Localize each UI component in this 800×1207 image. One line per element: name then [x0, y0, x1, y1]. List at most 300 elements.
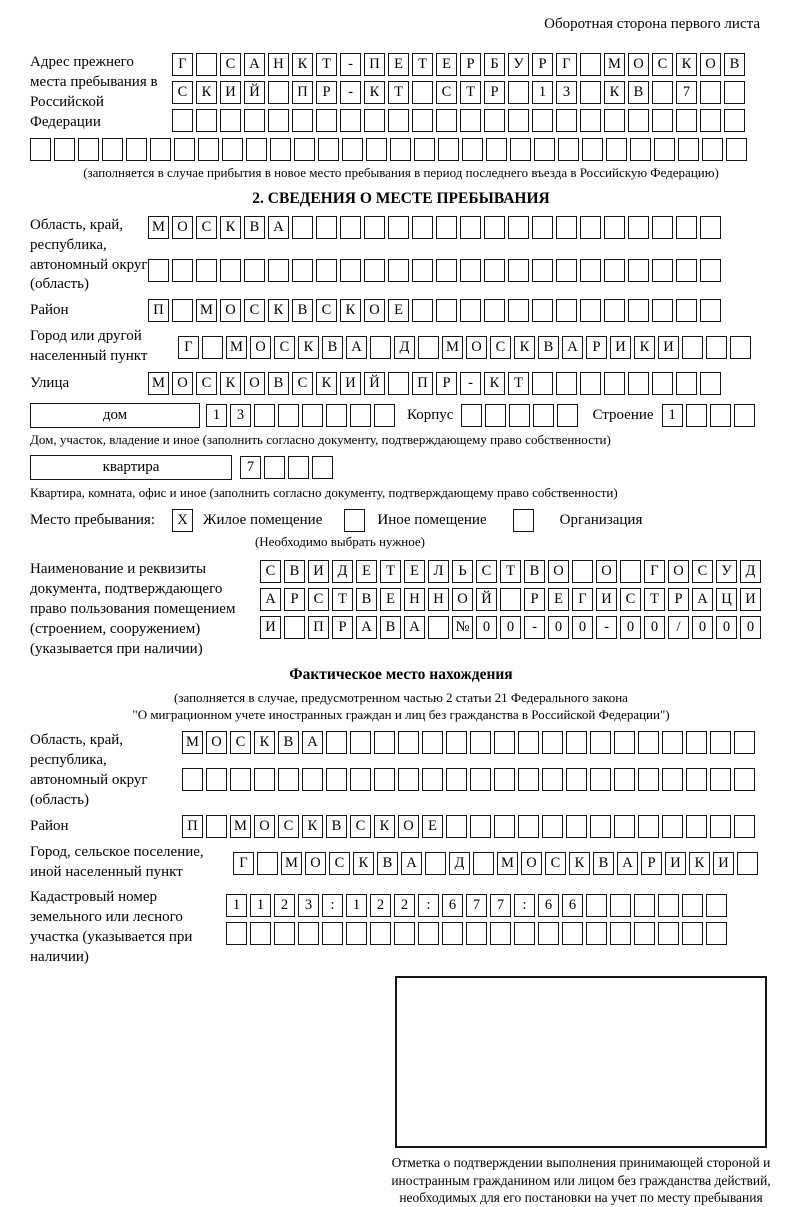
- char-cell[interactable]: [254, 768, 275, 791]
- char-cell[interactable]: [418, 336, 439, 359]
- char-cell[interactable]: [686, 815, 707, 838]
- char-cell[interactable]: [509, 404, 530, 427]
- char-cell[interactable]: [662, 768, 683, 791]
- char-cell[interactable]: [422, 731, 443, 754]
- char-cell[interactable]: А: [692, 588, 713, 611]
- char-cell[interactable]: [686, 404, 707, 427]
- char-cell[interactable]: С: [196, 372, 217, 395]
- char-cell[interactable]: [494, 815, 515, 838]
- char-cell[interactable]: [442, 922, 463, 945]
- char-cell[interactable]: [686, 731, 707, 754]
- char-cell[interactable]: 7: [676, 81, 697, 104]
- char-cell[interactable]: К: [220, 372, 241, 395]
- char-cell[interactable]: К: [302, 815, 323, 838]
- char-cell[interactable]: В: [538, 336, 559, 359]
- char-cell[interactable]: И: [340, 372, 361, 395]
- char-cell[interactable]: [658, 922, 679, 945]
- char-cell[interactable]: [604, 109, 625, 132]
- char-cell[interactable]: -: [340, 53, 361, 76]
- char-cell[interactable]: [580, 216, 601, 239]
- char-cell[interactable]: [274, 922, 295, 945]
- char-cell[interactable]: [628, 259, 649, 282]
- char-cell[interactable]: [374, 731, 395, 754]
- char-cell[interactable]: [652, 81, 673, 104]
- char-cell[interactable]: [556, 299, 577, 322]
- char-cell[interactable]: [425, 852, 446, 875]
- char-cell[interactable]: Е: [436, 53, 457, 76]
- checkbox-residential[interactable]: X: [172, 509, 193, 532]
- char-cell[interactable]: [590, 815, 611, 838]
- char-cell[interactable]: В: [284, 560, 305, 583]
- char-cell[interactable]: [533, 404, 554, 427]
- char-cell[interactable]: [398, 731, 419, 754]
- char-cell[interactable]: [634, 894, 655, 917]
- char-cell[interactable]: [340, 216, 361, 239]
- char-cell[interactable]: Е: [388, 53, 409, 76]
- char-cell[interactable]: [364, 109, 385, 132]
- char-cell[interactable]: [284, 616, 305, 639]
- char-cell[interactable]: [460, 109, 481, 132]
- char-cell[interactable]: [566, 815, 587, 838]
- char-cell[interactable]: С: [436, 81, 457, 104]
- char-cell[interactable]: [206, 815, 227, 838]
- char-cell[interactable]: [734, 731, 755, 754]
- char-cell[interactable]: [326, 404, 347, 427]
- char-cell[interactable]: Р: [436, 372, 457, 395]
- char-cell[interactable]: С: [172, 81, 193, 104]
- char-cell[interactable]: К: [689, 852, 710, 875]
- char-cell[interactable]: В: [326, 815, 347, 838]
- char-cell[interactable]: К: [298, 336, 319, 359]
- char-cell[interactable]: О: [244, 372, 265, 395]
- char-cell[interactable]: -: [340, 81, 361, 104]
- char-cell[interactable]: [390, 138, 411, 161]
- char-cell[interactable]: [418, 922, 439, 945]
- char-cell[interactable]: 0: [548, 616, 569, 639]
- char-cell[interactable]: [292, 259, 313, 282]
- char-cell[interactable]: П: [308, 616, 329, 639]
- char-cell[interactable]: Д: [740, 560, 761, 583]
- char-cell[interactable]: А: [617, 852, 638, 875]
- char-cell[interactable]: В: [380, 616, 401, 639]
- char-cell[interactable]: [226, 922, 247, 945]
- char-cell[interactable]: Г: [178, 336, 199, 359]
- char-cell[interactable]: [702, 138, 723, 161]
- char-cell[interactable]: Е: [422, 815, 443, 838]
- char-cell[interactable]: 1: [226, 894, 247, 917]
- char-cell[interactable]: [182, 768, 203, 791]
- char-cell[interactable]: [374, 404, 395, 427]
- char-cell[interactable]: [532, 216, 553, 239]
- char-cell[interactable]: [78, 138, 99, 161]
- char-cell[interactable]: [658, 894, 679, 917]
- char-cell[interactable]: М: [196, 299, 217, 322]
- char-cell[interactable]: М: [148, 216, 169, 239]
- char-cell[interactable]: [446, 768, 467, 791]
- char-cell[interactable]: [436, 259, 457, 282]
- char-cell[interactable]: О: [521, 852, 542, 875]
- char-cell[interactable]: И: [665, 852, 686, 875]
- char-cell[interactable]: [634, 922, 655, 945]
- char-cell[interactable]: [532, 109, 553, 132]
- char-cell[interactable]: Р: [641, 852, 662, 875]
- char-cell[interactable]: [726, 138, 747, 161]
- char-cell[interactable]: Г: [556, 53, 577, 76]
- char-cell[interactable]: К: [254, 731, 275, 754]
- char-cell[interactable]: К: [316, 372, 337, 395]
- char-cell[interactable]: В: [292, 299, 313, 322]
- char-cell[interactable]: М: [281, 852, 302, 875]
- char-cell[interactable]: Г: [233, 852, 254, 875]
- char-cell[interactable]: [566, 768, 587, 791]
- char-cell[interactable]: [604, 372, 625, 395]
- char-cell[interactable]: 0: [740, 616, 761, 639]
- char-cell[interactable]: [196, 109, 217, 132]
- char-cell[interactable]: [466, 922, 487, 945]
- char-cell[interactable]: И: [658, 336, 679, 359]
- char-cell[interactable]: [562, 922, 583, 945]
- char-cell[interactable]: [436, 109, 457, 132]
- char-cell[interactable]: Р: [332, 616, 353, 639]
- char-cell[interactable]: К: [268, 299, 289, 322]
- char-cell[interactable]: [318, 138, 339, 161]
- char-cell[interactable]: [302, 404, 323, 427]
- char-cell[interactable]: [580, 81, 601, 104]
- char-cell[interactable]: Е: [548, 588, 569, 611]
- char-cell[interactable]: [572, 560, 593, 583]
- char-cell[interactable]: Т: [380, 560, 401, 583]
- char-cell[interactable]: [557, 404, 578, 427]
- char-cell[interactable]: Т: [332, 588, 353, 611]
- char-cell[interactable]: [473, 852, 494, 875]
- char-cell[interactable]: [30, 138, 51, 161]
- char-cell[interactable]: -: [524, 616, 545, 639]
- char-cell[interactable]: [484, 299, 505, 322]
- char-cell[interactable]: [220, 259, 241, 282]
- char-cell[interactable]: О: [220, 299, 241, 322]
- char-cell[interactable]: 0: [572, 616, 593, 639]
- char-cell[interactable]: 0: [620, 616, 641, 639]
- char-cell[interactable]: 0: [692, 616, 713, 639]
- char-cell[interactable]: [638, 815, 659, 838]
- char-cell[interactable]: С: [692, 560, 713, 583]
- char-cell[interactable]: [654, 138, 675, 161]
- char-cell[interactable]: [288, 456, 309, 479]
- char-cell[interactable]: 2: [394, 894, 415, 917]
- char-cell[interactable]: [686, 768, 707, 791]
- char-cell[interactable]: Р: [668, 588, 689, 611]
- char-cell[interactable]: К: [676, 53, 697, 76]
- char-cell[interactable]: К: [340, 299, 361, 322]
- char-cell[interactable]: [614, 815, 635, 838]
- char-cell[interactable]: [340, 259, 361, 282]
- char-cell[interactable]: С: [652, 53, 673, 76]
- char-cell[interactable]: А: [562, 336, 583, 359]
- char-cell[interactable]: Р: [484, 81, 505, 104]
- char-cell[interactable]: [604, 299, 625, 322]
- char-cell[interactable]: [470, 731, 491, 754]
- char-cell[interactable]: 7: [466, 894, 487, 917]
- char-cell[interactable]: [102, 138, 123, 161]
- char-cell[interactable]: [652, 259, 673, 282]
- char-cell[interactable]: [590, 768, 611, 791]
- char-cell[interactable]: [278, 404, 299, 427]
- char-cell[interactable]: В: [244, 216, 265, 239]
- char-cell[interactable]: [388, 372, 409, 395]
- char-cell[interactable]: С: [278, 815, 299, 838]
- char-cell[interactable]: Н: [268, 53, 289, 76]
- char-cell[interactable]: [610, 922, 631, 945]
- char-cell[interactable]: [257, 852, 278, 875]
- char-cell[interactable]: [486, 138, 507, 161]
- char-cell[interactable]: [676, 216, 697, 239]
- char-cell[interactable]: [326, 731, 347, 754]
- char-cell[interactable]: [298, 922, 319, 945]
- char-cell[interactable]: [614, 731, 635, 754]
- char-cell[interactable]: [436, 299, 457, 322]
- char-cell[interactable]: 6: [562, 894, 583, 917]
- char-cell[interactable]: [700, 372, 721, 395]
- char-cell[interactable]: [246, 138, 267, 161]
- char-cell[interactable]: [580, 299, 601, 322]
- char-cell[interactable]: О: [172, 372, 193, 395]
- char-cell[interactable]: [682, 336, 703, 359]
- char-cell[interactable]: К: [353, 852, 374, 875]
- char-cell[interactable]: 7: [240, 456, 261, 479]
- char-cell[interactable]: А: [260, 588, 281, 611]
- char-cell[interactable]: :: [322, 894, 343, 917]
- char-cell[interactable]: [446, 731, 467, 754]
- char-cell[interactable]: Р: [524, 588, 545, 611]
- char-cell[interactable]: Е: [388, 299, 409, 322]
- char-cell[interactable]: [734, 768, 755, 791]
- char-cell[interactable]: 1: [206, 404, 227, 427]
- char-cell[interactable]: Г: [572, 588, 593, 611]
- char-cell[interactable]: 2: [274, 894, 295, 917]
- char-cell[interactable]: 7: [490, 894, 511, 917]
- char-cell[interactable]: С: [476, 560, 497, 583]
- char-cell[interactable]: [322, 922, 343, 945]
- char-cell[interactable]: К: [292, 53, 313, 76]
- char-cell[interactable]: И: [260, 616, 281, 639]
- char-cell[interactable]: К: [634, 336, 655, 359]
- char-cell[interactable]: А: [244, 53, 265, 76]
- char-cell[interactable]: [394, 922, 415, 945]
- char-cell[interactable]: В: [724, 53, 745, 76]
- char-cell[interactable]: М: [442, 336, 463, 359]
- char-cell[interactable]: Н: [428, 588, 449, 611]
- char-cell[interactable]: [510, 138, 531, 161]
- char-cell[interactable]: Р: [532, 53, 553, 76]
- char-cell[interactable]: Т: [460, 81, 481, 104]
- char-cell[interactable]: С: [545, 852, 566, 875]
- char-cell[interactable]: А: [404, 616, 425, 639]
- char-cell[interactable]: Ц: [716, 588, 737, 611]
- char-cell[interactable]: О: [398, 815, 419, 838]
- char-cell[interactable]: [706, 922, 727, 945]
- char-cell[interactable]: [508, 216, 529, 239]
- char-cell[interactable]: [268, 259, 289, 282]
- char-cell[interactable]: О: [305, 852, 326, 875]
- char-cell[interactable]: С: [329, 852, 350, 875]
- char-cell[interactable]: В: [524, 560, 545, 583]
- char-cell[interactable]: [678, 138, 699, 161]
- char-cell[interactable]: М: [230, 815, 251, 838]
- char-cell[interactable]: [676, 109, 697, 132]
- char-cell[interactable]: [614, 768, 635, 791]
- char-cell[interactable]: [518, 768, 539, 791]
- char-cell[interactable]: Й: [364, 372, 385, 395]
- char-cell[interactable]: [676, 299, 697, 322]
- char-cell[interactable]: [610, 894, 631, 917]
- char-cell[interactable]: С: [620, 588, 641, 611]
- char-cell[interactable]: [508, 299, 529, 322]
- char-cell[interactable]: [346, 922, 367, 945]
- char-cell[interactable]: [542, 768, 563, 791]
- char-cell[interactable]: [580, 109, 601, 132]
- char-cell[interactable]: Л: [428, 560, 449, 583]
- char-cell[interactable]: [54, 138, 75, 161]
- char-cell[interactable]: О: [700, 53, 721, 76]
- char-cell[interactable]: П: [364, 53, 385, 76]
- char-cell[interactable]: /: [668, 616, 689, 639]
- char-cell[interactable]: [148, 259, 169, 282]
- char-cell[interactable]: [438, 138, 459, 161]
- char-cell[interactable]: 3: [230, 404, 251, 427]
- char-cell[interactable]: Р: [460, 53, 481, 76]
- char-cell[interactable]: И: [713, 852, 734, 875]
- char-cell[interactable]: [628, 216, 649, 239]
- char-cell[interactable]: 2: [370, 894, 391, 917]
- char-cell[interactable]: [630, 138, 651, 161]
- char-cell[interactable]: [490, 922, 511, 945]
- char-cell[interactable]: 1: [532, 81, 553, 104]
- char-cell[interactable]: [628, 372, 649, 395]
- char-cell[interactable]: [518, 731, 539, 754]
- char-cell[interactable]: О: [206, 731, 227, 754]
- char-cell[interactable]: С: [274, 336, 295, 359]
- char-cell[interactable]: Д: [394, 336, 415, 359]
- char-cell[interactable]: О: [466, 336, 487, 359]
- char-cell[interactable]: И: [610, 336, 631, 359]
- dom-box[interactable]: дом: [30, 403, 200, 428]
- char-cell[interactable]: [542, 815, 563, 838]
- char-cell[interactable]: [374, 768, 395, 791]
- char-cell[interactable]: [222, 138, 243, 161]
- char-cell[interactable]: [676, 372, 697, 395]
- char-cell[interactable]: [244, 259, 265, 282]
- char-cell[interactable]: [586, 894, 607, 917]
- char-cell[interactable]: [700, 81, 721, 104]
- char-cell[interactable]: Ь: [452, 560, 473, 583]
- char-cell[interactable]: А: [302, 731, 323, 754]
- char-cell[interactable]: Р: [586, 336, 607, 359]
- char-cell[interactable]: [412, 109, 433, 132]
- char-cell[interactable]: [370, 336, 391, 359]
- char-cell[interactable]: [737, 852, 758, 875]
- char-cell[interactable]: [700, 109, 721, 132]
- char-cell[interactable]: К: [196, 81, 217, 104]
- char-cell[interactable]: [652, 372, 673, 395]
- char-cell[interactable]: [230, 768, 251, 791]
- char-cell[interactable]: М: [604, 53, 625, 76]
- char-cell[interactable]: В: [593, 852, 614, 875]
- char-cell[interactable]: С: [316, 299, 337, 322]
- char-cell[interactable]: [366, 138, 387, 161]
- char-cell[interactable]: Н: [404, 588, 425, 611]
- char-cell[interactable]: 1: [250, 894, 271, 917]
- char-cell[interactable]: К: [569, 852, 590, 875]
- char-cell[interactable]: [461, 404, 482, 427]
- char-cell[interactable]: [206, 768, 227, 791]
- char-cell[interactable]: [532, 299, 553, 322]
- char-cell[interactable]: [422, 768, 443, 791]
- char-cell[interactable]: [700, 259, 721, 282]
- char-cell[interactable]: К: [220, 216, 241, 239]
- char-cell[interactable]: П: [412, 372, 433, 395]
- char-cell[interactable]: [710, 404, 731, 427]
- char-cell[interactable]: [538, 922, 559, 945]
- checkbox-other-premises[interactable]: [344, 509, 365, 532]
- char-cell[interactable]: 0: [716, 616, 737, 639]
- char-cell[interactable]: [294, 138, 315, 161]
- char-cell[interactable]: [414, 138, 435, 161]
- char-cell[interactable]: [292, 216, 313, 239]
- char-cell[interactable]: [604, 216, 625, 239]
- char-cell[interactable]: [198, 138, 219, 161]
- char-cell[interactable]: [706, 894, 727, 917]
- char-cell[interactable]: [508, 81, 529, 104]
- char-cell[interactable]: И: [596, 588, 617, 611]
- char-cell[interactable]: [364, 216, 385, 239]
- char-cell[interactable]: [724, 109, 745, 132]
- char-cell[interactable]: [710, 815, 731, 838]
- char-cell[interactable]: О: [452, 588, 473, 611]
- char-cell[interactable]: [342, 138, 363, 161]
- char-cell[interactable]: А: [401, 852, 422, 875]
- char-cell[interactable]: С: [292, 372, 313, 395]
- char-cell[interactable]: Е: [356, 560, 377, 583]
- char-cell[interactable]: [662, 731, 683, 754]
- char-cell[interactable]: О: [250, 336, 271, 359]
- char-cell[interactable]: [340, 109, 361, 132]
- char-cell[interactable]: В: [278, 731, 299, 754]
- char-cell[interactable]: [470, 768, 491, 791]
- char-cell[interactable]: О: [628, 53, 649, 76]
- char-cell[interactable]: Е: [404, 560, 425, 583]
- char-cell[interactable]: [202, 336, 223, 359]
- char-cell[interactable]: Г: [172, 53, 193, 76]
- char-cell[interactable]: К: [484, 372, 505, 395]
- char-cell[interactable]: [244, 109, 265, 132]
- char-cell[interactable]: [556, 109, 577, 132]
- char-cell[interactable]: Й: [244, 81, 265, 104]
- char-cell[interactable]: [652, 109, 673, 132]
- char-cell[interactable]: [724, 81, 745, 104]
- char-cell[interactable]: [682, 894, 703, 917]
- char-cell[interactable]: Д: [449, 852, 470, 875]
- char-cell[interactable]: [484, 216, 505, 239]
- confirmation-mark-box[interactable]: [395, 976, 767, 1148]
- char-cell[interactable]: [580, 53, 601, 76]
- char-cell[interactable]: 1: [346, 894, 367, 917]
- char-cell[interactable]: М: [226, 336, 247, 359]
- char-cell[interactable]: [412, 216, 433, 239]
- char-cell[interactable]: П: [182, 815, 203, 838]
- kvartira-box[interactable]: квартира: [30, 455, 232, 480]
- char-cell[interactable]: [556, 216, 577, 239]
- char-cell[interactable]: [292, 109, 313, 132]
